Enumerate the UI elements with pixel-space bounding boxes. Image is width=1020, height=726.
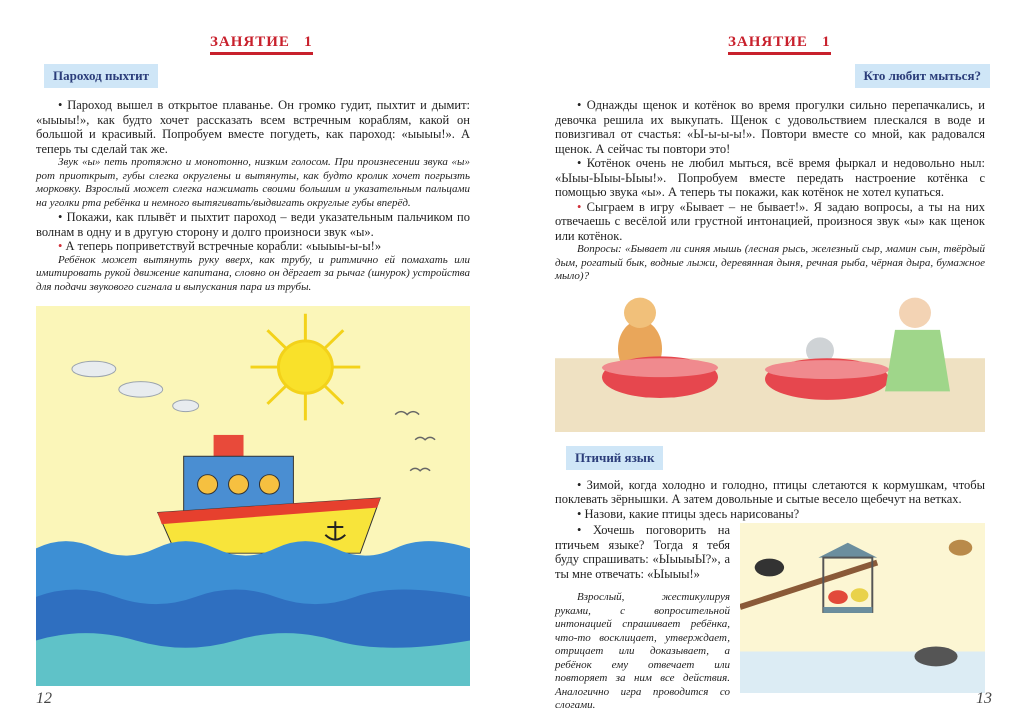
lesson-title: ЗАНЯТИЕ 1: [728, 34, 831, 55]
text-block: [555, 98, 985, 284]
note: Взрослый, жестикулируя руками, с вопросительной интонацией спрашивает ребёнка, что-то восклицает, утверждает, отрицает или доказывает, а ребёнок ему отвечает или повторяет за ним все действия. Аналогично игра проводится со слогами.: [555, 591, 730, 711]
paragraph: • Однажды щенок и котёнок во время прогулки сильно перепачкались, и девочка решила их выкупать. Щенок с удовольствием плескался в воде и повизгивал от счастья: «Ы-ы-ы-ы!». Повтори вместе со мной, как радовался щенок. А сейчас ты повтори это!: [555, 98, 986, 156]
paragraph: • Пароход вышел в открытое плаванье. Он громко гудит, пыхтит и дымит: «ыыыы!», как будто хочет рассказать всем встречным кораблям, какой он большой и красивый. Попробуем вместе погудеть, как пароход: «ыыыы!». А теперь ты сделай так же.: [36, 98, 471, 156]
paragraph: • Зимой, когда холодно и голодно, птицы слетаются к кормушкам, чтобы поклевать зёрнышки. А затем довольные и сытые весело щебечут на ветках.: [555, 477, 986, 506]
section-title: Пароход пыхтит: [44, 64, 158, 88]
paragraph: • Сыграем в игру «Бывает – не бывает!». Я задаю вопросы, а ты на них отвечаешь с весёлой или грустной интонацией, произнося звук «ы» как щенок или котёнок.: [555, 199, 986, 243]
paragraph: • А теперь поприветствуй встречные корабли: «ыыыы-ы-ы!»: [58, 239, 382, 253]
paragraph: • Хочешь поговорить на птичьем языке? Тогда я тебя буду спрашивать: «ЫыыыЫ?», а ты мне отвечать: «Ыыыы!»: [555, 523, 730, 581]
note: Ребёнок может вытянуть руку вверх, как трубу, и ритмично ей помахать или имитировать рукой движение капитана, словно он дёргает за рычаг (шнурок) устройства для подачи звукового сигнала и выпускания пара из трубы.: [36, 253, 470, 293]
text-block: [36, 98, 470, 294]
paragraph: • Котёнок очень не любил мыться, всё время фыркал и недовольно ныл: «Ыыы-Ыыы-Ыыы!». Попробуем вместе передать настроение котёнка с помощью звука «ы». А теперь ты покажи, как котёнок не хотел купаться.: [555, 156, 986, 199]
section-title: Кто любит мыться?: [855, 64, 991, 88]
lesson-title: ЗАНЯТИЕ 1: [210, 34, 313, 55]
text-block: [555, 478, 985, 522]
right-page: [510, 0, 1020, 726]
note: Звук «ы» петь протяжно и монотонно, низким голосом. При произнесении звука «ы» рот приоткрыт, губы слегка округлены и вытянуты, как будто кролик хочет погрызть морковку. Взрослый может слегка нажимать своими большим и указательным пальцами на уголки рта ребёнка и немного вытягивать/выдвигать округлые губы вперёд.: [36, 156, 470, 209]
steamboat-illustration: [36, 306, 470, 686]
girl: [885, 297, 950, 391]
page-number: 13: [976, 690, 992, 707]
section-title: Птичий язык: [566, 446, 663, 470]
paragraph: • Покажи, как плывёт и пыхтит пароход – веди указательным пальчиком по волнам в одну и в другую сторону и долго произноси звук «ы».: [36, 210, 470, 239]
bathing-illustration: [555, 292, 985, 432]
side-text: [555, 523, 730, 713]
birds-illustration: [740, 523, 985, 693]
note: Вопросы: «Бывает ли синяя мышь (лесная рысь, железный сыр, мамин сын, твёрдый дым, рогатый бык, водные лыжи, деревянная дыня, речная рыба, чёрная дыра, бумажное мыло)?: [555, 243, 985, 282]
page-number: 12: [36, 690, 52, 707]
paragraph: • Назови, какие птицы здесь нарисованы?: [577, 506, 800, 521]
